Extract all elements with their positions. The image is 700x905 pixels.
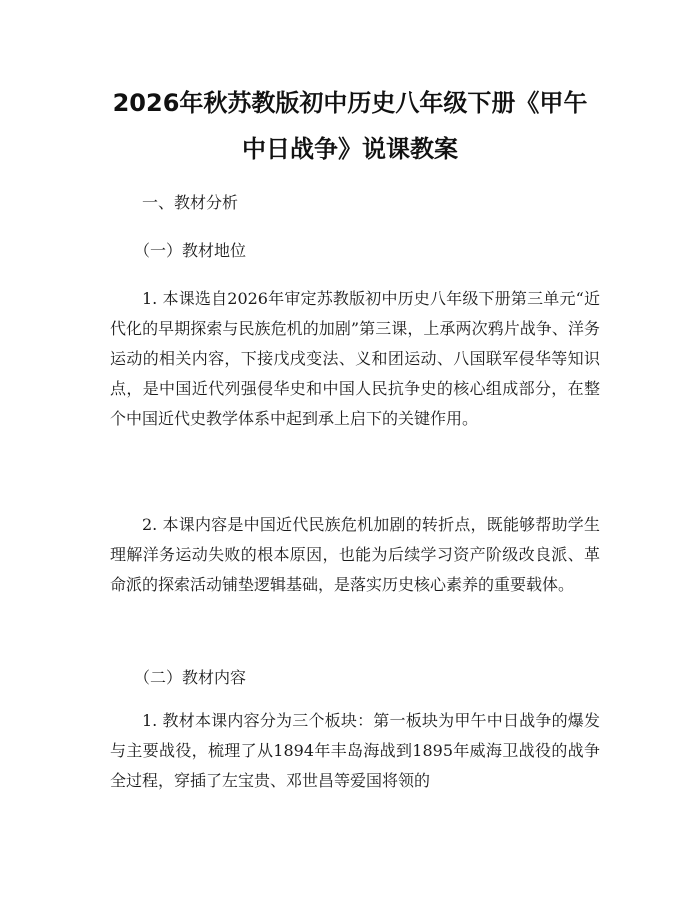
paragraph-lesson-content: 1. 教材本课内容分为三个板块：第一板块为甲午中日战争的爆发与主要战役，梳理了从1894年丰岛海战到1895年威海卫战役的战争全过程，穿插了左宝贵、邓世昌等爱国将领的 [110, 711, 600, 790]
subsection-heading-textbook-content: （二）教材内容 [134, 668, 247, 687]
subsection-heading-textbook-position: （一）教材地位 [134, 241, 247, 260]
paragraph-lesson-position: 1. 本课选自2026年审定苏教版初中历史八年级下册第三单元“近代化的早期探索与民族危机的加剧”第三课，上承两次鸦片战争、洋务运动的相关内容，下接戊戌变法、义和团运动、八国联军侵华等知识点，是中国近代列强侵华史和中国人民抗争史的核心组成部分，在整个中国近代史教学体系中起到承上启下的关键作用。 [110, 289, 600, 428]
document-title-line-1: 2026年秋苏教版初中历史八年级下册《甲午 [112, 89, 588, 117]
document-title-line-2: 中日战争》说课教案 [242, 135, 458, 163]
section-heading-textbook-analysis: 一、教材分析 [142, 193, 239, 212]
paragraph-lesson-significance: 2. 本课内容是中国近代民族危机加剧的转折点，既能够帮助学生理解洋务运动失败的根本原因，也能为后续学习资产阶级改良派、革命派的探索活动铺垫逻辑基础，是落实历史核心素养的重要载体。 [110, 515, 600, 594]
